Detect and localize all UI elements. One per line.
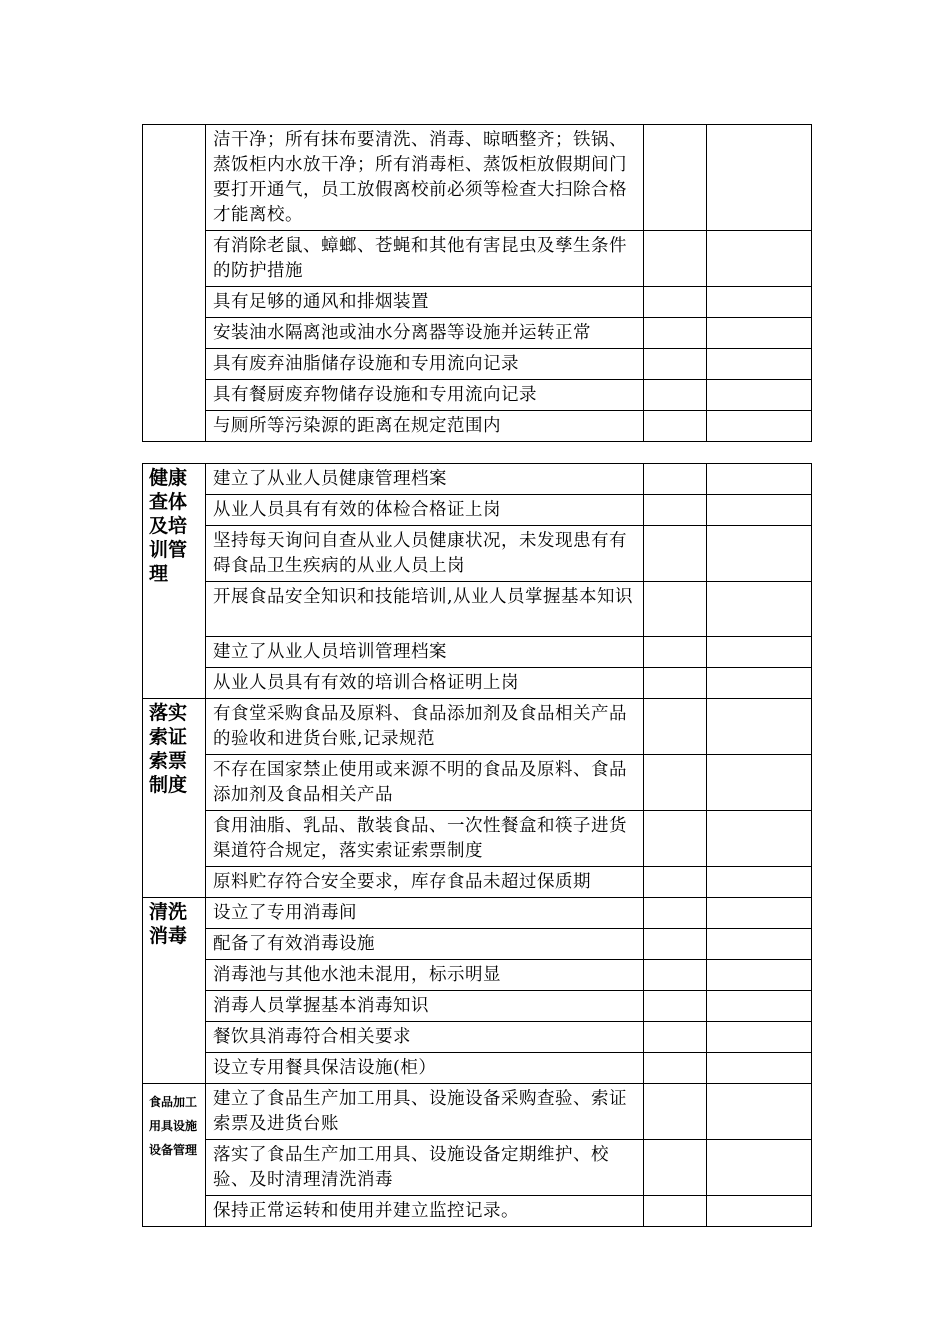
check-item: 洁干净；所有抹布要清洗、消毒、晾晒整齐；铁锅、蒸饭柜内水放干净；所有消毒柜、蒸饭柜放假期间门要打开通气，员工放假离校前必须等检查大扫除合格才能离校。 [206, 125, 644, 231]
category-cell: 食品加工用具设施设备管理 [143, 1084, 206, 1227]
table-row [143, 380, 812, 411]
table-row [143, 1022, 812, 1053]
result-cell [644, 349, 707, 380]
check-item: 设立了专用消毒间 [206, 898, 644, 929]
remark-cell [707, 231, 812, 287]
table-row [143, 1140, 812, 1196]
table-row [143, 755, 812, 811]
check-item: 原料贮存符合安全要求，库存食品未超过保质期 [206, 867, 644, 898]
remark-cell [707, 1140, 812, 1196]
remark-cell [707, 929, 812, 960]
category-cell: 落实索证索票制度 [143, 699, 206, 898]
table-row [143, 318, 812, 349]
result-cell [644, 411, 707, 442]
check-item: 有食堂采购食品及原料、食品添加剂及食品相关产品的验收和进货台账,记录规范 [206, 699, 644, 755]
result-cell [644, 526, 707, 582]
result-cell [644, 960, 707, 991]
remark-cell [707, 349, 812, 380]
result-cell [644, 125, 707, 231]
remark-cell [707, 464, 812, 495]
remark-cell [707, 1196, 812, 1227]
table-row [143, 699, 812, 755]
table-row [143, 1053, 812, 1084]
remark-cell [707, 380, 812, 411]
table-row [143, 125, 812, 231]
check-item: 建立了食品生产加工用具、设施设备采购查验、索证索票及进货台账 [206, 1084, 644, 1140]
result-cell [644, 1022, 707, 1053]
result-cell [644, 318, 707, 349]
result-cell [644, 1053, 707, 1084]
table-row [143, 1196, 812, 1227]
result-cell [644, 464, 707, 495]
table-row [143, 526, 812, 582]
result-cell [644, 1196, 707, 1227]
check-item: 具有废弃油脂储存设施和专用流向记录 [206, 349, 644, 380]
category-cell: 清洗消毒 [143, 898, 206, 1084]
result-cell [644, 231, 707, 287]
remark-cell [707, 867, 812, 898]
table-row [143, 867, 812, 898]
remark-cell [707, 898, 812, 929]
check-item: 不存在国家禁止使用或来源不明的食品及原料、食品添加剂及食品相关产品 [206, 755, 644, 811]
remark-cell [707, 699, 812, 755]
check-item: 建立了从业人员培训管理档案 [206, 637, 644, 668]
result-cell [644, 755, 707, 811]
result-cell [644, 699, 707, 755]
table-row [143, 411, 812, 442]
check-item: 落实了食品生产加工用具、设施设备定期维护、校验、及时清理清洗消毒 [206, 1140, 644, 1196]
result-cell [644, 287, 707, 318]
table-row [143, 637, 812, 668]
table-row [143, 349, 812, 380]
inspection-table-continued [142, 124, 812, 442]
table-row [143, 898, 812, 929]
remark-cell [707, 1084, 812, 1140]
check-item: 开展食品安全知识和技能培训,从业人员掌握基本知识 [206, 582, 644, 637]
table-row [143, 960, 812, 991]
remark-cell [707, 526, 812, 582]
table-row [143, 582, 812, 637]
table-row [143, 464, 812, 495]
table-row [143, 811, 812, 867]
check-item: 消毒池与其他水池未混用，标示明显 [206, 960, 644, 991]
check-item: 具有餐厨废弃物储存设施和专用流向记录 [206, 380, 644, 411]
remark-cell [707, 991, 812, 1022]
remark-cell [707, 411, 812, 442]
remark-cell [707, 287, 812, 318]
remark-cell [707, 960, 812, 991]
remark-cell [707, 637, 812, 668]
remark-cell [707, 125, 812, 231]
result-cell [644, 1084, 707, 1140]
result-cell [644, 380, 707, 411]
inspection-table [142, 463, 812, 1227]
result-cell [644, 495, 707, 526]
category-cell: 健康查体及培训管理 [143, 464, 206, 699]
check-item: 餐饮具消毒符合相关要求 [206, 1022, 644, 1053]
result-cell [644, 867, 707, 898]
table-row [143, 991, 812, 1022]
check-item: 食用油脂、乳品、散装食品、一次性餐盒和筷子进货渠道符合规定，落实索证索票制度 [206, 811, 644, 867]
remark-cell [707, 811, 812, 867]
table-row [143, 668, 812, 699]
result-cell [644, 668, 707, 699]
result-cell [644, 929, 707, 960]
check-item: 设立专用餐具保洁设施(柜） [206, 1053, 644, 1084]
table-row [143, 231, 812, 287]
table-row [143, 1084, 812, 1140]
table-row [143, 495, 812, 526]
remark-cell [707, 755, 812, 811]
check-item: 有消除老鼠、蟑螂、苍蝇和其他有害昆虫及孳生条件的防护措施 [206, 231, 644, 287]
table-row [143, 929, 812, 960]
check-item: 建立了从业人员健康管理档案 [206, 464, 644, 495]
remark-cell [707, 1022, 812, 1053]
category-cell-empty [143, 125, 206, 442]
check-item: 与厕所等污染源的距离在规定范围内 [206, 411, 644, 442]
check-item: 保持正常运转和使用并建立监控记录。 [206, 1196, 644, 1227]
remark-cell [707, 495, 812, 526]
check-item: 消毒人员掌握基本消毒知识 [206, 991, 644, 1022]
check-item: 具有足够的通风和排烟装置 [206, 287, 644, 318]
remark-cell [707, 582, 812, 637]
check-item: 从业人员具有有效的培训合格证明上岗 [206, 668, 644, 699]
result-cell [644, 637, 707, 668]
result-cell [644, 1140, 707, 1196]
check-item: 从业人员具有有效的体检合格证上岗 [206, 495, 644, 526]
result-cell [644, 811, 707, 867]
table-row [143, 287, 812, 318]
remark-cell [707, 1053, 812, 1084]
check-item: 安装油水隔离池或油水分离器等设施并运转正常 [206, 318, 644, 349]
result-cell [644, 582, 707, 637]
remark-cell [707, 668, 812, 699]
result-cell [644, 898, 707, 929]
remark-cell [707, 318, 812, 349]
check-item: 配备了有效消毒设施 [206, 929, 644, 960]
result-cell [644, 991, 707, 1022]
check-item: 坚持每天询问自查从业人员健康状况，未发现患有有碍食品卫生疾病的从业人员上岗 [206, 526, 644, 582]
